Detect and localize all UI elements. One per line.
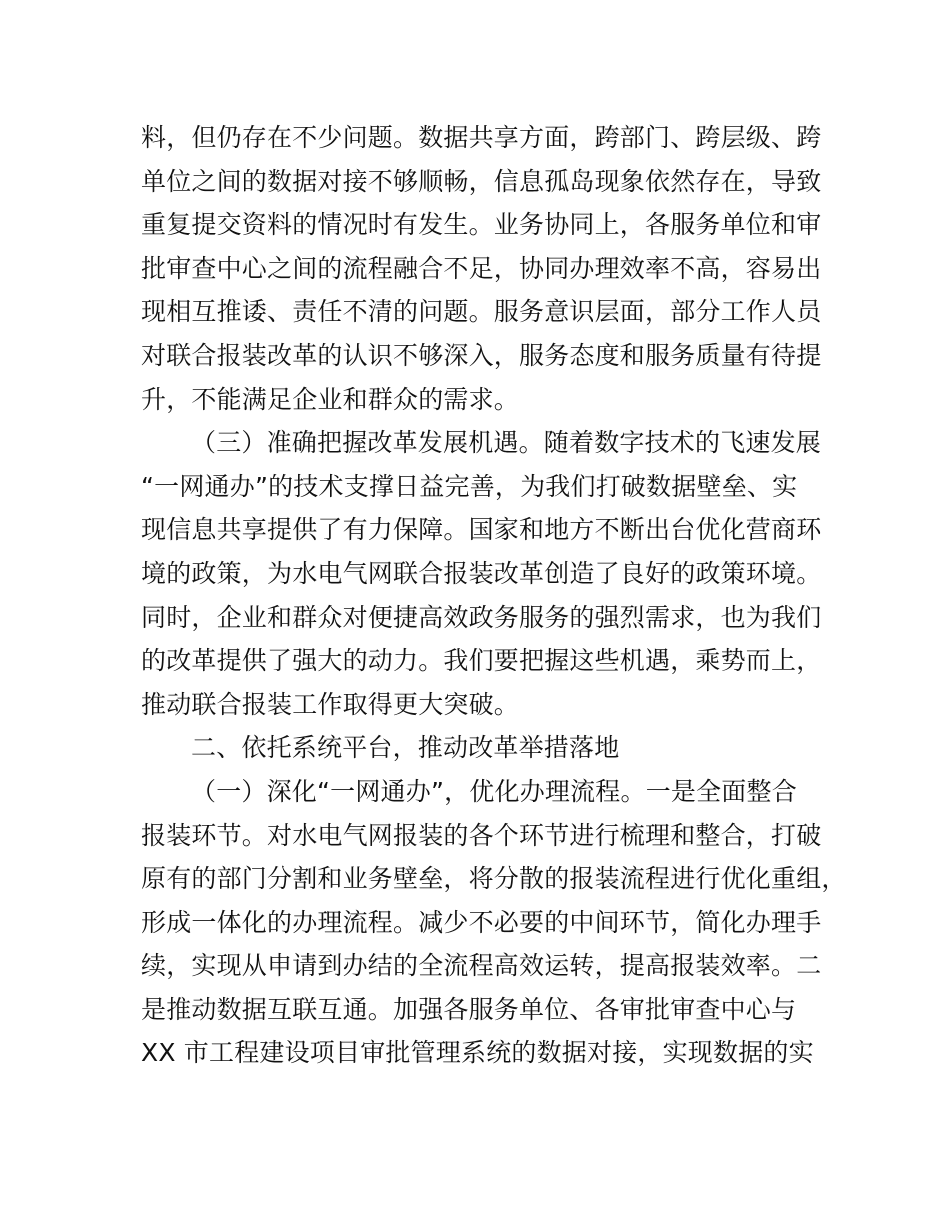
text-line: “一网通办”的技术支撑日益完善，为我们打破数据壁垒、实	[141, 471, 798, 501]
paragraph-heading: （三）准确把握改革发展机遇。随着数字技术的飞速发展	[191, 428, 822, 458]
text-line: 现信息共享提供了有力保障。国家和地方不断出台优化营商环	[141, 515, 822, 545]
text-line: 重复提交资料的情况时有发生。业务协同上，各服务单位和审	[141, 210, 822, 240]
text-line: 报装环节。对水电气网报装的各个环节进行梳理和整合，打破	[141, 820, 822, 850]
text-line: 的改革提供了强大的动力。我们要把握这些机遇，乘势而上，	[141, 646, 822, 676]
section-heading: 二、依托系统平台，推动改革举措落地	[191, 733, 620, 763]
text-line: 对联合报装改革的认识不够深入，服务态度和服务质量有待提	[141, 340, 822, 370]
text-line: 形成一体化的办理流程。减少不必要的中间环节，简化办理手	[141, 907, 822, 937]
text-line: 是推动数据互联互通。加强各服务单位、各审批审查中心与	[141, 994, 797, 1024]
document-body	[141, 116, 847, 1075]
text-line: 批审查中心之间的流程融合不足，协同办理效率不高，容易出	[141, 253, 822, 283]
text-line: XX 市工程建设项目审批管理系统的数据对接，实现数据的实	[141, 1038, 814, 1068]
text-line: 境的政策，为水电气网联合报装改革创造了良好的政策环境。	[141, 558, 822, 588]
text-line: 单位之间的数据对接不够顺畅，信息孤岛现象依然存在，导致	[141, 166, 822, 196]
paragraph-heading: （一）深化“一网通办”，优化办理流程。一是全面整合	[191, 776, 797, 806]
text-line: 原有的部门分割和业务壁垒，将分散的报装流程进行优化重组，	[141, 864, 847, 894]
text-line: 现相互推诿、责任不清的问题。服务意识层面，部分工作人员	[141, 297, 822, 327]
text-line: 升，不能满足企业和群众的需求。	[141, 384, 520, 414]
text-line: 推动联合报装工作取得更大突破。	[141, 689, 520, 719]
text-line: 续，实现从申请到办结的全流程高效运转，提高报装效率。二	[141, 951, 822, 981]
text-line: 同时，企业和群众对便捷高效政务服务的强烈需求，也为我们	[141, 602, 822, 632]
text-line: 料，但仍存在不少问题。数据共享方面，跨部门、跨层级、跨	[141, 123, 822, 152]
